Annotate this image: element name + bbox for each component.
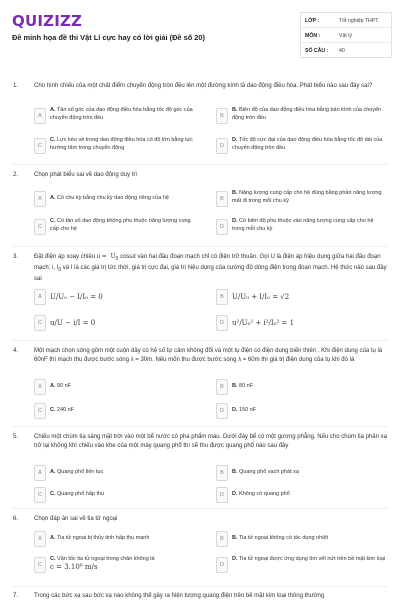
option-c[interactable] bbox=[34, 555, 198, 579]
meta-row-subject bbox=[301, 28, 391, 43]
question-number: 6. bbox=[13, 515, 19, 522]
meta-value: 40 bbox=[339, 48, 345, 54]
option-letter: B bbox=[216, 379, 228, 395]
question-1 bbox=[0, 82, 400, 164]
meta-row-count bbox=[301, 43, 391, 58]
worksheet-header bbox=[0, 0, 400, 76]
option-b[interactable] bbox=[216, 463, 386, 483]
question-number: 4. bbox=[13, 347, 19, 354]
option-text: A. Quang phổ liên tục bbox=[50, 469, 104, 475]
question-7 bbox=[0, 592, 400, 600]
option-d[interactable] bbox=[216, 313, 386, 333]
meta-info-box bbox=[300, 12, 392, 58]
option-text: B. Tia tử ngoại không có tác dụng nhiệt bbox=[232, 535, 329, 541]
option-text: C. 240 nF bbox=[50, 407, 75, 413]
quizizz-logo: QUIZIZZ bbox=[12, 12, 83, 30]
option-text: A. Có chu kỳ bằng chu kỳ dao động riêng của hệ bbox=[50, 195, 169, 201]
question-number: 7. bbox=[13, 592, 19, 599]
option-c[interactable] bbox=[34, 485, 198, 505]
option-text: C. Lực kéo về trong dao động điều hòa có độ lớn bằng lực hướng tâm trong chuyển động bbox=[50, 137, 193, 151]
option-letter: B bbox=[216, 465, 228, 481]
option-letter: D bbox=[216, 219, 228, 235]
option-b[interactable] bbox=[216, 189, 386, 209]
option-text: D. Tốc độ cực đại của dao động điều hòa bằng tốc độ dài của chuyển động tròn đều bbox=[232, 137, 383, 151]
option-a[interactable] bbox=[34, 529, 198, 549]
question-number: 1. bbox=[13, 82, 19, 89]
option-text: D. 150 nF bbox=[232, 407, 257, 413]
option-d[interactable] bbox=[216, 485, 386, 505]
question-text: Chọn phát biểu sai về dao động duy trì bbox=[34, 172, 138, 178]
option-text: B. Quang phổ vạch phát xạ bbox=[232, 469, 299, 475]
option-c[interactable] bbox=[34, 136, 198, 156]
divider bbox=[12, 340, 388, 341]
meta-key: SỐ CÂU : bbox=[305, 48, 329, 54]
option-d[interactable] bbox=[216, 555, 386, 575]
question-4 bbox=[0, 347, 400, 423]
question-number: 3. bbox=[13, 253, 19, 260]
option-letter: C bbox=[34, 315, 46, 331]
meta-value: Vật lý bbox=[339, 33, 352, 39]
option-letter: A bbox=[34, 465, 46, 481]
divider bbox=[12, 586, 388, 587]
question-6 bbox=[0, 515, 400, 587]
question-text: Đặt điện áp xoay chiều $u = U_0$ cosωt vào hai đầu đoạn mạch chỉ có điện trở thuần. Gọi U là điện áp hiệu dụng giữa hai đầu đoạn mạch; i, $I_0$ và I là các giá trị tức thời, giá trị cực đại, giá trị hiệu dụng của cường độ dòng điện trong đoạn mạch. Hệ thức nào sau đây sai bbox=[34, 253, 387, 282]
divider bbox=[12, 426, 388, 427]
option-text: A. Tia tử ngoại bị thủy tinh hấp thụ mạnh bbox=[50, 535, 150, 541]
question-number: 5. bbox=[13, 433, 19, 440]
option-letter: D bbox=[216, 487, 228, 503]
question-number: 2. bbox=[13, 171, 19, 178]
option-letter: B bbox=[216, 289, 228, 305]
option-b[interactable] bbox=[216, 377, 386, 397]
speed-formula: c = 3.10⁸ m/s bbox=[50, 562, 98, 571]
option-a[interactable] bbox=[34, 287, 198, 307]
option-formula: U/U₀ + I/I₀ = √2 bbox=[232, 293, 290, 301]
option-d[interactable] bbox=[216, 136, 386, 156]
option-text: D. Không có quang phổ bbox=[232, 491, 290, 497]
option-formula: u²/U₀² + i²/I₀² = 1 bbox=[232, 319, 295, 327]
question-2 bbox=[0, 171, 400, 245]
option-text: A. 90 nF bbox=[50, 383, 72, 389]
option-a[interactable] bbox=[34, 189, 198, 209]
option-text: B. Biên độ của dao động điều hòa bằng bán kính của chuyển động tròn đều bbox=[232, 107, 382, 121]
option-b[interactable] bbox=[216, 529, 386, 549]
option-a[interactable] bbox=[34, 106, 198, 126]
option-b[interactable] bbox=[216, 287, 386, 307]
option-letter: A bbox=[34, 289, 46, 305]
option-letter: D bbox=[216, 557, 228, 573]
question-3 bbox=[0, 253, 400, 337]
divider bbox=[12, 508, 388, 509]
option-text: D. Có biên độ phụ thuộc vào năng lượng cung cấp cho hệ trong mỗi chu kỳ bbox=[232, 218, 374, 232]
option-letter: A bbox=[34, 531, 46, 547]
option-text: C. Có tần số dao động không phụ thuộc năng lượng cung cấp cho hệ bbox=[50, 218, 191, 232]
option-letter: D bbox=[216, 315, 228, 331]
option-letter: A bbox=[34, 379, 46, 395]
question-text: Cho hình chiếu của một chất điểm chuyển động tròn đều lên một đường kính là dao động điều hòa. Phát biểu nào sau đây sai? bbox=[34, 83, 373, 89]
option-formula: U/U₀ − I/I₀ = 0 bbox=[50, 293, 103, 301]
divider bbox=[12, 164, 388, 165]
option-text: D. Tia tử ngoại được ứng dụng tìm vết nứt trên bề mặt kim loại bbox=[232, 556, 386, 562]
option-a[interactable] bbox=[34, 377, 198, 397]
option-b[interactable] bbox=[216, 106, 386, 126]
option-a[interactable] bbox=[34, 463, 198, 483]
meta-value: Tốt nghiệp THPT bbox=[339, 18, 379, 24]
option-letter: C bbox=[34, 219, 46, 235]
option-text: C. Vận tốc tia tử ngoại trong chân không là c = 3.10⁸ m/s bbox=[50, 556, 155, 571]
meta-key: LỚP : bbox=[305, 18, 320, 24]
option-letter: D bbox=[216, 138, 228, 154]
option-text: B. Năng lượng cung cấp cho hệ đúng bằng phần năng lượng mất đi trong mỗi chu kỳ bbox=[232, 190, 382, 204]
option-letter: B bbox=[216, 191, 228, 207]
option-c[interactable] bbox=[34, 401, 198, 421]
document-title: Đề minh họa đề thi Vật Lí cực hay có lời giải (Đề số 20) bbox=[12, 33, 205, 42]
option-letter: A bbox=[34, 108, 46, 124]
option-letter: B bbox=[216, 108, 228, 124]
meta-key: MÔN : bbox=[305, 33, 321, 39]
option-letter: D bbox=[216, 403, 228, 419]
question-text: Chọn đáp án sai về tia tử ngoại bbox=[34, 516, 118, 522]
question-text: Chiếu một chùm tia sáng mặt trời vào một bể nước có pha phẩm màu. Dưới đáy bể có một gương phẳng. Nếu cho chùm tia phản xạ trở lại không khí chiếu vào khe của một máy quang phổ thì sẽ thu được quang phổ nào sau đây bbox=[34, 434, 387, 449]
option-c[interactable] bbox=[34, 217, 198, 237]
option-letter: C bbox=[34, 138, 46, 154]
divider bbox=[12, 246, 388, 247]
meta-row-class bbox=[301, 13, 391, 28]
option-text: B. 80 nF bbox=[232, 383, 254, 389]
option-text: C. Quang phổ hấp thụ bbox=[50, 491, 105, 497]
option-letter: C bbox=[34, 487, 46, 503]
option-letter: A bbox=[34, 191, 46, 207]
option-formula: u/U − i/I = 0 bbox=[50, 319, 96, 327]
option-text: A. Tần số góc của dao động điều hòa bằng tốc độ góc của chuyển động tròn đều bbox=[50, 107, 193, 121]
option-letter: C bbox=[34, 557, 46, 573]
question-text: Trong các bức xạ sau bức xạ nào không thể gây ra hiện tượng quang điện trên bề mặt kim loại thông thường bbox=[34, 593, 325, 599]
question-5 bbox=[0, 433, 400, 507]
option-letter: B bbox=[216, 531, 228, 547]
option-c[interactable] bbox=[34, 313, 198, 333]
option-letter: C bbox=[34, 403, 46, 419]
option-d[interactable] bbox=[216, 401, 386, 421]
question-text: Một mạch chọn sóng gồm một cuộn dây có hệ số tự cảm không đổi và một tụ điện có điện dung biến thiên . Khi điện dung của tụ là 60nF thì mạch thu được bước sóng λ = 30m. Nếu mốn thu được bước sóng λ = 60m thì giá trị điện dung của tụ khi đó là bbox=[34, 348, 383, 363]
option-d[interactable] bbox=[216, 217, 386, 237]
